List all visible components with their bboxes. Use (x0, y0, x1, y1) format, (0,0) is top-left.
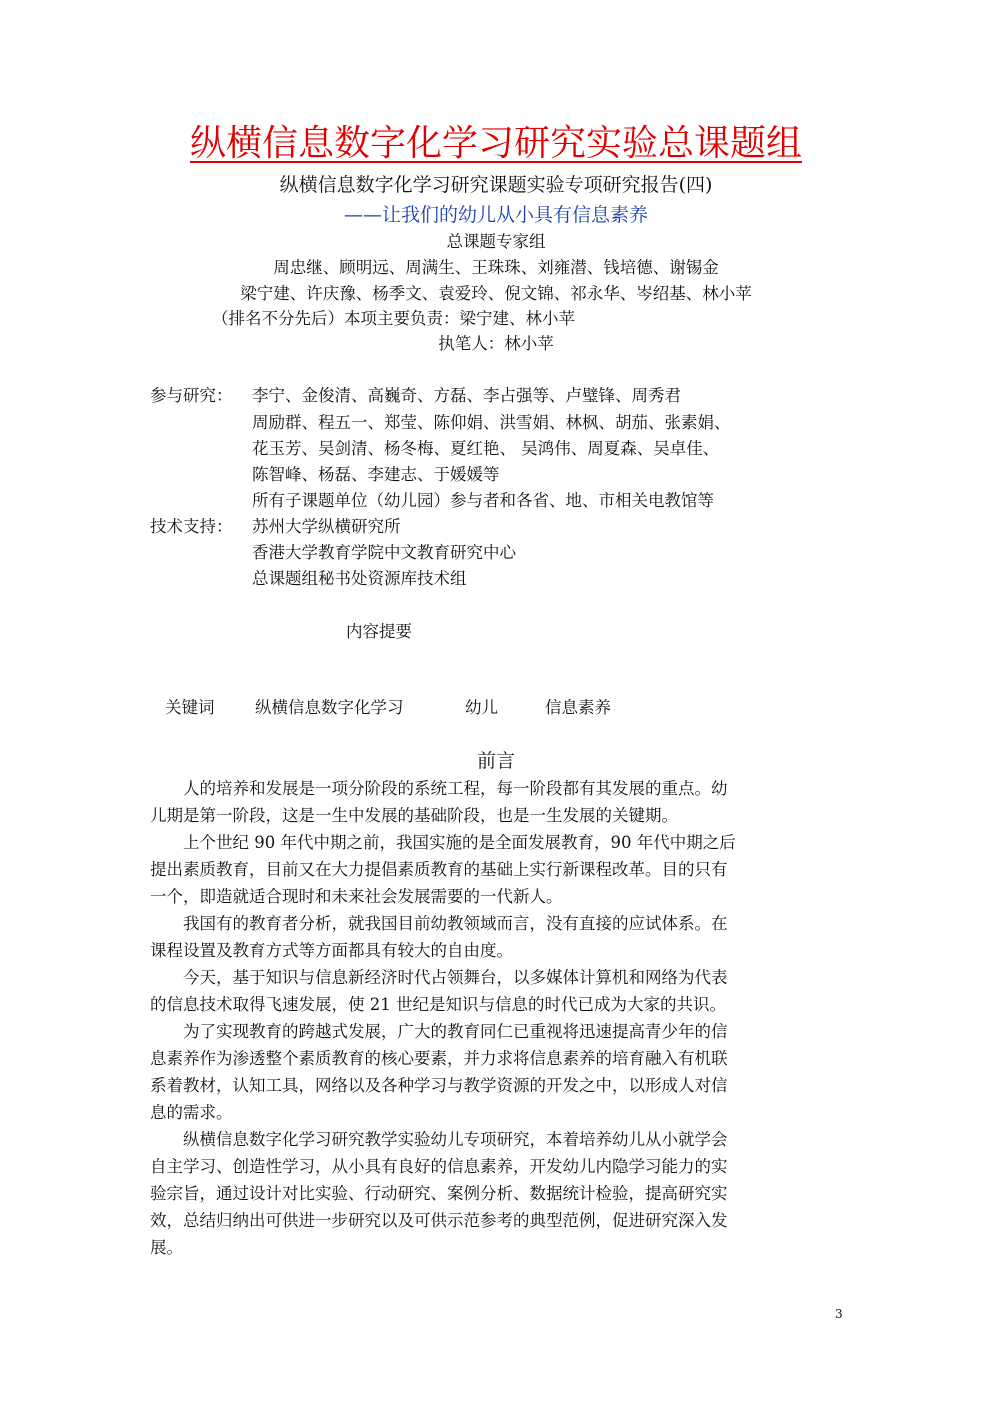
paragraph-line: 儿期是第一阶段，这是一生中发展的基础阶段，也是一生发展的关键期。 (150, 806, 678, 825)
research-line: 花玉芳、吴剑清、杨冬梅、夏红艳、 吴鸿伟、周夏森、吴卓佳、 (252, 439, 720, 458)
tech-support-line: 总课题组秘书处资源库技术组 (252, 569, 467, 588)
research-label: 参与研究： (150, 386, 233, 405)
preface-heading: 前言 (476, 750, 515, 772)
experts-line-2: 梁宁建、许庆豫、杨季文、袁爱玲、倪文锦、祁永华、岑绍基、林小苹 (240, 284, 752, 303)
research-line: 所有子课题单位（幼儿园）参与者和各省、地、市相关电教馆等 (252, 491, 714, 510)
research-line: 李宁、金俊清、高巍奇、方磊、李占强等、卢璧锋、周秀君 (252, 386, 681, 405)
preface-body (150, 775, 842, 1261)
keyword-item: 幼儿 (465, 698, 498, 717)
paragraph-line: 系着教材，认知工具，网络以及各种学习与教学资源的开发之中，以形成人对信 (150, 1076, 728, 1095)
page-number: 3 (835, 1307, 843, 1321)
main-title: 纵横信息数字化学习研究实验总课题组 (189, 123, 802, 164)
paragraph-line: 今天，基于知识与信息新经济时代占领舞台，以多媒体计算机和网络为代表 (150, 968, 728, 987)
tech-support-label: 技术支持： (150, 517, 233, 536)
paragraph-line: 息的需求。 (150, 1103, 233, 1122)
paragraph-line: 自主学习、创造性学习，从小具有良好的信息素养，开发幼儿内隐学习能力的实 (150, 1157, 728, 1176)
report-subtitle: 纵横信息数字化学习研究课题实验专项研究报告(四) (279, 174, 713, 196)
paragraph-line: 人的培养和发展是一项分阶段的系统工程，每一阶段都有其发展的重点。幼 (150, 779, 728, 798)
report-tagline: ——让我们的幼儿从小具有信息素养 (343, 204, 648, 226)
paragraph-line: 纵横信息数字化学习研究教学实验幼儿专项研究，本着培养幼儿从小就学会 (150, 1130, 728, 1149)
experts-line-1: 周忠继、顾明远、周满生、王珠珠、刘雍潜、钱培德、谢锡金 (273, 258, 719, 277)
paragraph-line: 息素养作为渗透整个素质教育的核心要素，并力求将信息素养的培育融入有机联 (150, 1049, 728, 1068)
paragraph-line: 验宗旨，通过设计对比实验、行动研究、案例分析、数据统计检验，提高研究实 (150, 1184, 728, 1203)
keyword-item: 信息素养 (545, 698, 611, 717)
paragraph-line: 展。 (150, 1238, 183, 1257)
paragraph-line: 的信息技术取得飞速发展，使 21 世纪是知识与信息的时代已成为大家的共识。 (150, 995, 726, 1014)
tech-support-line: 香港大学教育学院中文教育研究中心 (252, 543, 516, 562)
paragraph-line: 为了实现教育的跨越式发展，广大的教育同仁已重视将迅速提高青少年的信 (150, 1022, 728, 1041)
abstract-heading: 内容提要 (346, 622, 412, 641)
keyword-item: 纵横信息数字化学习 (255, 698, 404, 717)
tech-support-line: 苏州大学纵横研究所 (252, 517, 401, 536)
responsible-line: （排名不分先后）本项主要负责：梁宁建、林小苹 (212, 309, 575, 328)
expert-group-label: 总课题专家组 (446, 232, 546, 251)
paragraph-line: 我国有的教育者分析，就我国目前幼教领域而言，没有直接的应试体系。在 (150, 914, 728, 933)
keywords-label: 关键词 (165, 698, 215, 717)
paragraph-line: 上个世纪 90 年代中期之前，我国实施的是全面发展教育，90 年代中期之后 (150, 833, 736, 852)
paragraph-line: 一个，即造就适合现时和未来社会发展需要的一代新人。 (150, 887, 563, 906)
writer-line: 执笔人：林小苹 (438, 334, 554, 353)
paragraph-line: 课程设置及教育方式等方面都具有较大的自由度。 (150, 941, 513, 960)
research-line: 周励群、程五一、郑莹、陈仰娟、洪雪娟、林枫、胡茄、张素娟、 (252, 413, 731, 432)
paragraph-line: 效，总结归纳出可供进一步研究以及可供示范参考的典型范例，促进研究深入发 (150, 1211, 728, 1230)
research-line: 陈智峰、杨磊、李建志、于媛媛等 (252, 465, 500, 484)
paragraph-line: 提出素质教育，目前又在大力提倡素质教育的基础上实行新课程改革。目的只有 (150, 860, 728, 879)
